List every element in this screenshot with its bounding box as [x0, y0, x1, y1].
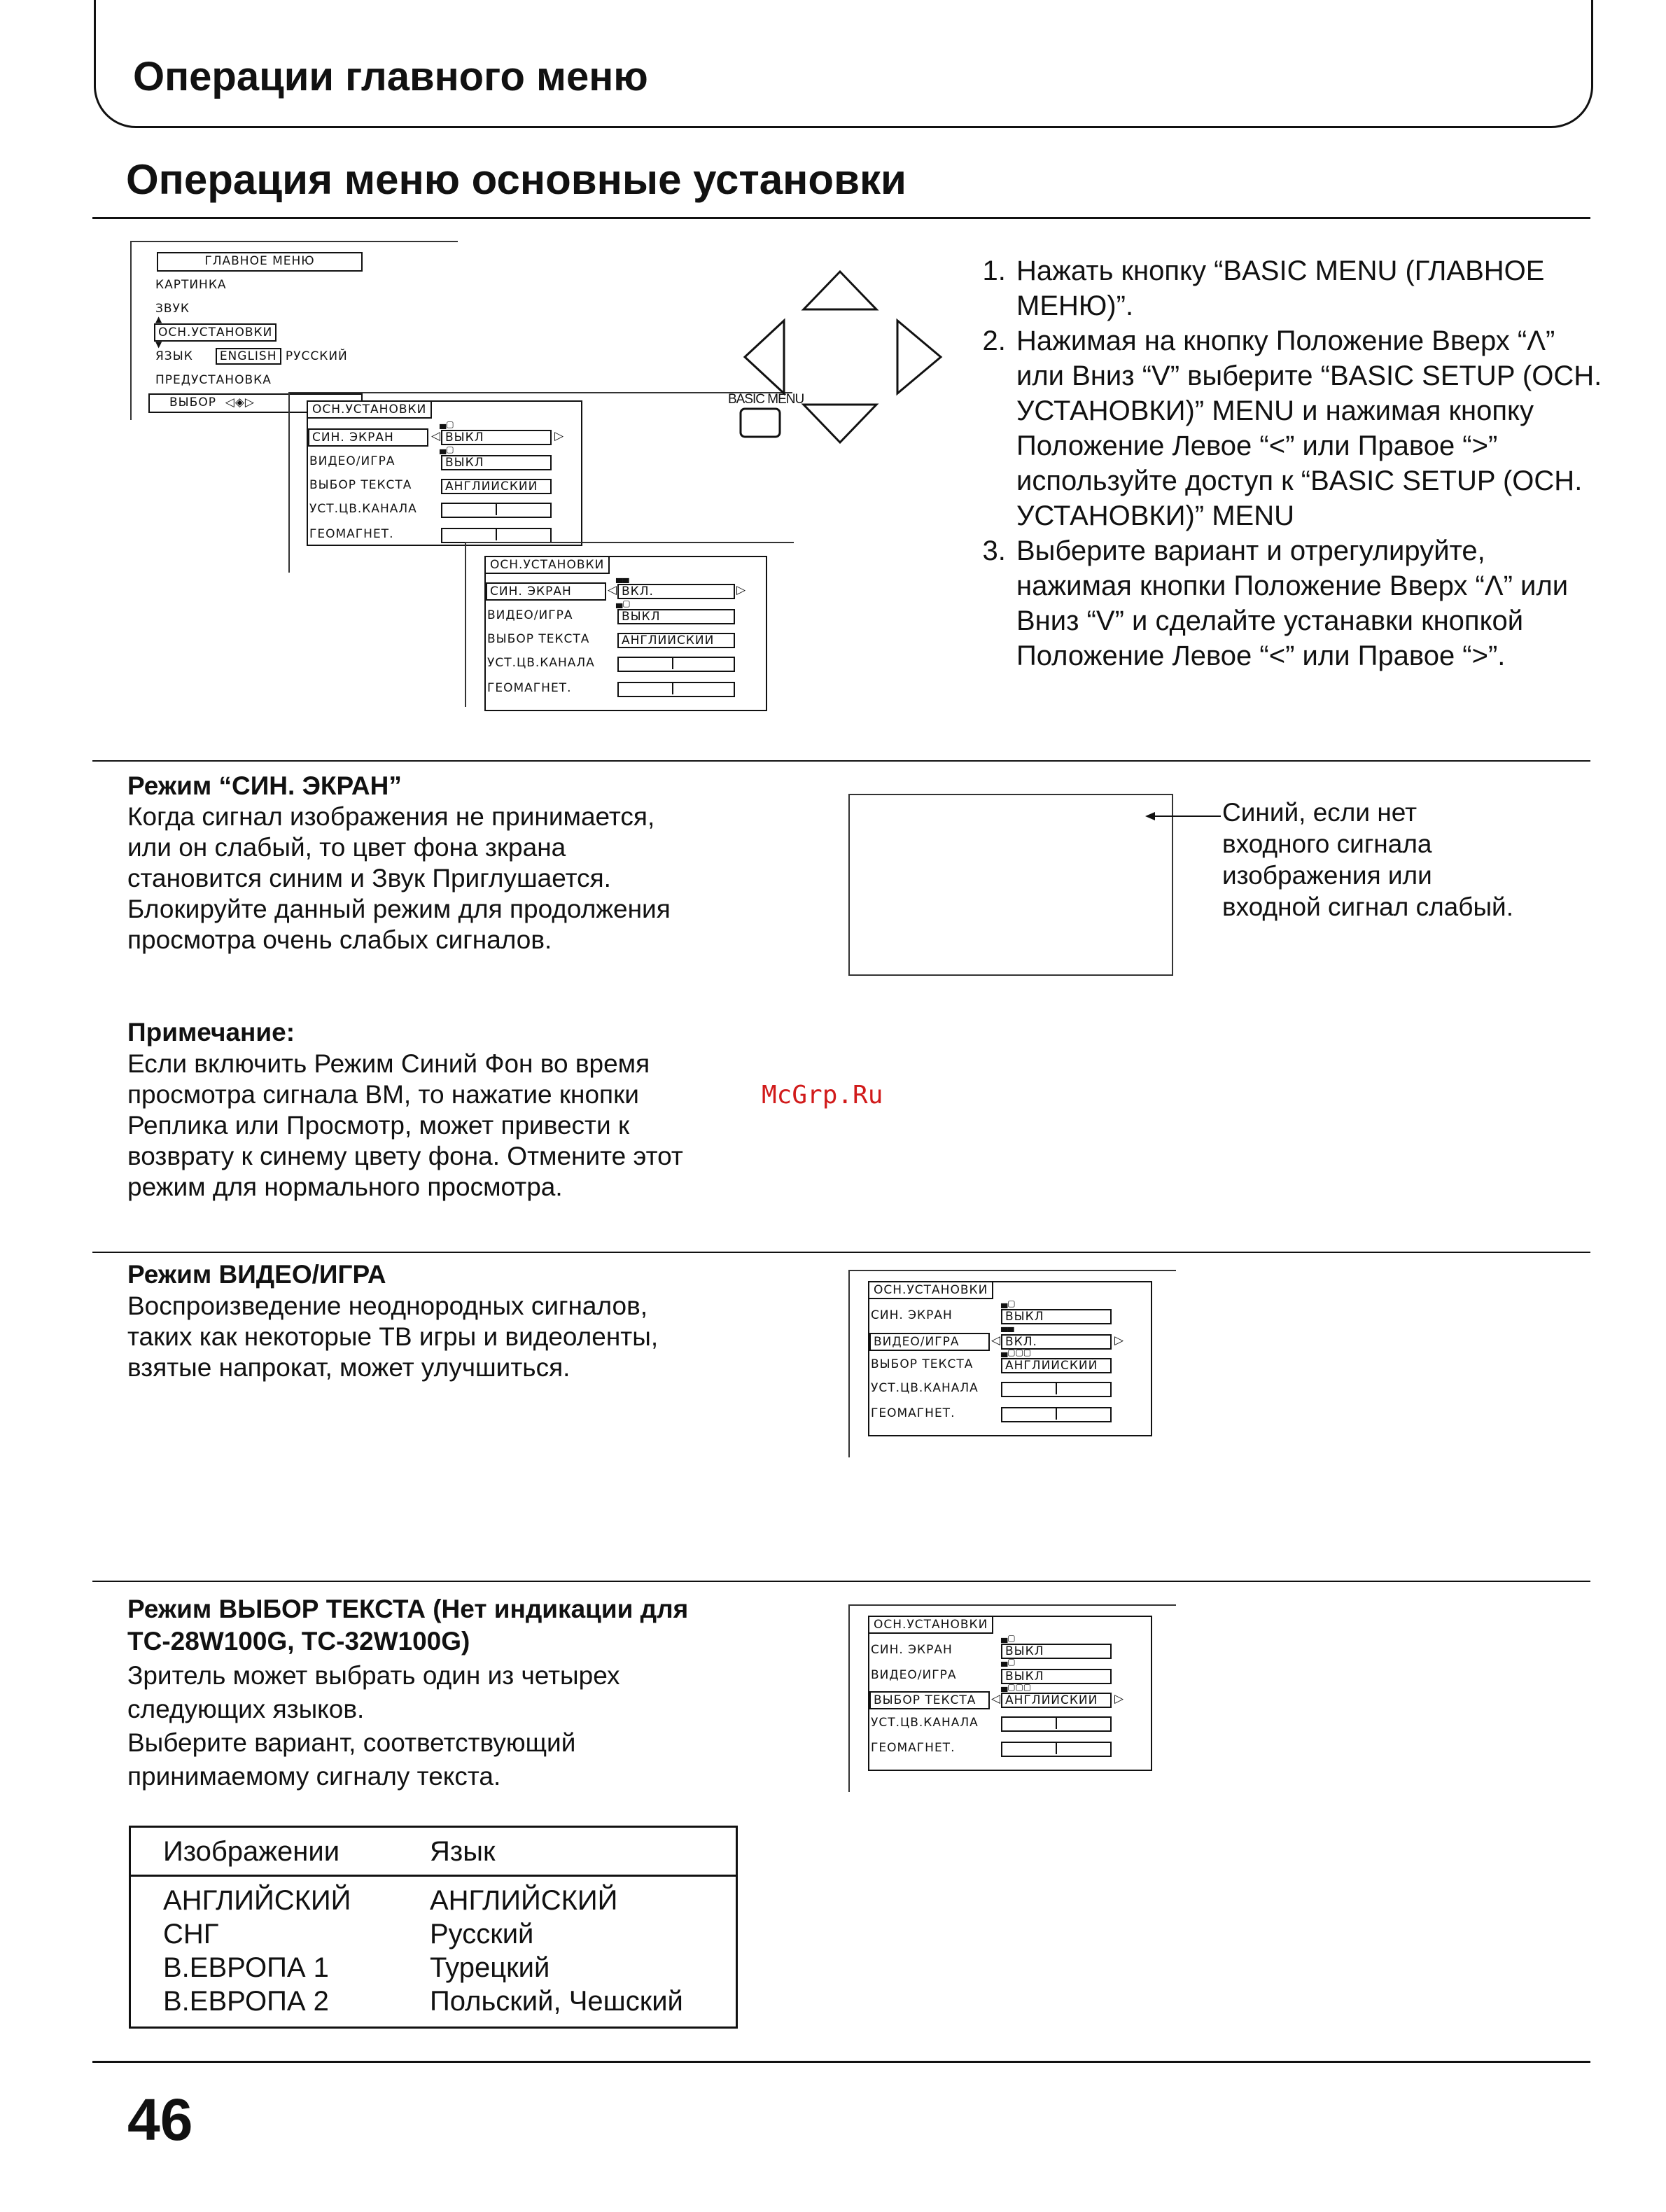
- basic-menu-button-icon: [741, 409, 780, 437]
- section-divider: [92, 217, 1590, 219]
- step-1: 1. Нажать кнопку “BASIC MENU (ГЛАВНОЕ МЕНЮ)”.: [1014, 253, 1607, 323]
- table-cell-image: АНГЛИЙСКИЙ СНГ В.ЕВРОПА 1 В.ЕВРОПА 2: [163, 1885, 351, 2017]
- down-arrow-icon: [804, 405, 876, 442]
- text-select-heading: Режим ВЫБОР ТЕКСТА (Нет индикации для TC-28W100G, TC-32W100G): [127, 1595, 689, 1656]
- video-game-heading: Режим ВИДЕО/ИГРА: [127, 1260, 386, 1289]
- video-game-text: Воспроизведение неоднородных сигналов, таких как некоторые ТВ игры и видеоленты, взятые напрокат, может улучшиться.: [127, 1292, 659, 1382]
- note-text: Если включить Режим Синий Фон во время просмотра сигнала ВМ, то нажатие кнопки Реплика или Просмотр, может привести к возврату к синему цвету фона. Отмените этот режим для нормального просмотра.: [127, 1049, 683, 1201]
- basic-menu-label: BASIC MENU: [728, 392, 804, 407]
- menu-item-picture: КАРТИНКА: [155, 278, 227, 292]
- blue-screen-text: Когда сигнал изображения не принимается, или он слабый, то цвет фона зкрана становится синим и Звук Приглушается. Блокируйте данный режим для продолжения просмотра очень слабых сигналов.: [127, 802, 671, 954]
- left-arrow-icon: [745, 321, 784, 393]
- table-header-language: Язык: [391, 1827, 737, 1876]
- menu-select-hint: ВЫБОР ◁◈▷: [169, 396, 255, 410]
- menu-item-basic-setup: ОСН.УСТАНОВКИ: [154, 323, 276, 342]
- step-3: 3. Выберите вариант и отрегулируйте, нажимая кнопки Положение Вверх “Λ” или Вниз “V” и сделайте устанавки кнопкой Положение Левое “<” или Правое “>”.: [1014, 533, 1607, 673]
- setup-osd-1: ОСН.УСТАНОВКИ ▄▢ СИН. ЭКРАН ВЫКЛ ◁ ▷ ▄▢ ВИДЕО/ИГРА ВЫКЛ ВЫБОР ТЕКСТА АНГЛИЙСКИЙ УСТ.ЦВ.КАНАЛА ГЕОМАГНЕТ.: [288, 392, 792, 574]
- menu-item-sound: ЗВУК: [155, 302, 190, 316]
- main-menu-osd: ГЛАВНОЕ МЕНЮ КАРТИНКА ЗВУК ▲ ОСН.УСТАНОВКИ ▼ ЯЗЫК ENGLISH РУССКИЙ ПРЕДУСТАНОВКА ВЫБОР ◁◈▷: [130, 241, 459, 423]
- menu-item-preset: ПРЕДУСТАНОВКА: [155, 373, 272, 387]
- table-row: [130, 1876, 737, 2028]
- blue-screen-heading: Режим “СИН. ЭКРАН”: [127, 771, 402, 800]
- footer-divider: [92, 2061, 1590, 2063]
- note-heading: Примечание:: [127, 1018, 295, 1046]
- table-header-row: [130, 1827, 737, 1876]
- callout-arrow-icon: [1145, 809, 1222, 823]
- menu-item-language: ЯЗЫК ENGLISH РУССКИЙ: [155, 349, 348, 363]
- right-arrow-icon: [897, 321, 941, 393]
- text-select-text: Зритель может выбрать один из четырех следующих языков. Выберите вариант, соответствующий принимаемому сигналу текста.: [127, 1661, 620, 1791]
- table-header-image: Изображении: [130, 1827, 391, 1876]
- divider-text-select: [92, 1581, 1590, 1582]
- setup-osd-video-game: ОСН.УСТАНОВКИ ▄▢ СИН. ЭКРАН ВЫКЛ ▄▄ ВИДЕО/ИГРА ◁ ВКЛ. ▷ ▄▢▢▢ ВЫБОР ТЕКСТА АНГЛИЙСКИЙ УСТ.ЦВ.КАНАЛА ГЕОМАГНЕТ.: [848, 1270, 1177, 1459]
- instruction-steps: [977, 253, 1607, 673]
- setup-osd-text-select: ОСН.УСТАНОВКИ ▄▢ СИН. ЭКРАН ВЫКЛ ▄▢ ВИДЕО/ИГРА ВЫКЛ ▄▢▢▢ ВЫБОР ТЕКСТА ◁ АНГЛИЙСКИЙ ▷ УСТ.ЦВ.КАНАЛА ГЕОМАГНЕТ.: [848, 1604, 1177, 1793]
- divider-video-game: [92, 1252, 1590, 1253]
- blue-screen-callout: Синий, если нет входного сигнала изображения или входной сигнал слабый.: [1222, 798, 1513, 921]
- section-title: Операция меню основные установки: [126, 156, 906, 203]
- page-number: 46: [127, 2087, 193, 2152]
- remote-arrow-pad: [721, 259, 945, 462]
- page-header-title: Операции главного меню: [133, 54, 648, 99]
- table-cell-language: АНГЛИЙСКИЙ Русский Турецкий Польский, Чешский: [429, 1885, 683, 2017]
- main-menu-title: ГЛАВНОЕ МЕНЮ: [157, 252, 363, 272]
- divider-blue-screen: [92, 760, 1590, 762]
- language-table: [129, 1826, 738, 2029]
- setup-osd-title: ОСН.УСТАНОВКИ: [307, 400, 432, 419]
- setup-osd-2: ОСН.УСТАНОВКИ ▄▄ СИН. ЭКРАН ◁ ВКЛ. ▷ ▄▢ ВИДЕО/ИГРА ВЫКЛ ВЫБОР ТЕКСТА АНГЛИЙСКИЙ УСТ.ЦВ.КАНАЛА ГЕОМАГНЕТ.: [465, 542, 801, 710]
- up-arrow-icon: [804, 272, 876, 309]
- blue-screen-illustration: [848, 794, 1173, 976]
- step-2: 2. Нажимая на кнопку Положение Вверх “Λ” или Вниз “V” выберите “BASIC SETUP (ОСН. УСТАНОВКИ)” MENU и нажимая кнопку Положение Левое “<” или Правое “>” используйте доступ к “BASIC SETUP (ОСН. УСТАНОВКИ)” MENU: [1014, 323, 1607, 533]
- watermark: McGrp.Ru: [762, 1081, 883, 1110]
